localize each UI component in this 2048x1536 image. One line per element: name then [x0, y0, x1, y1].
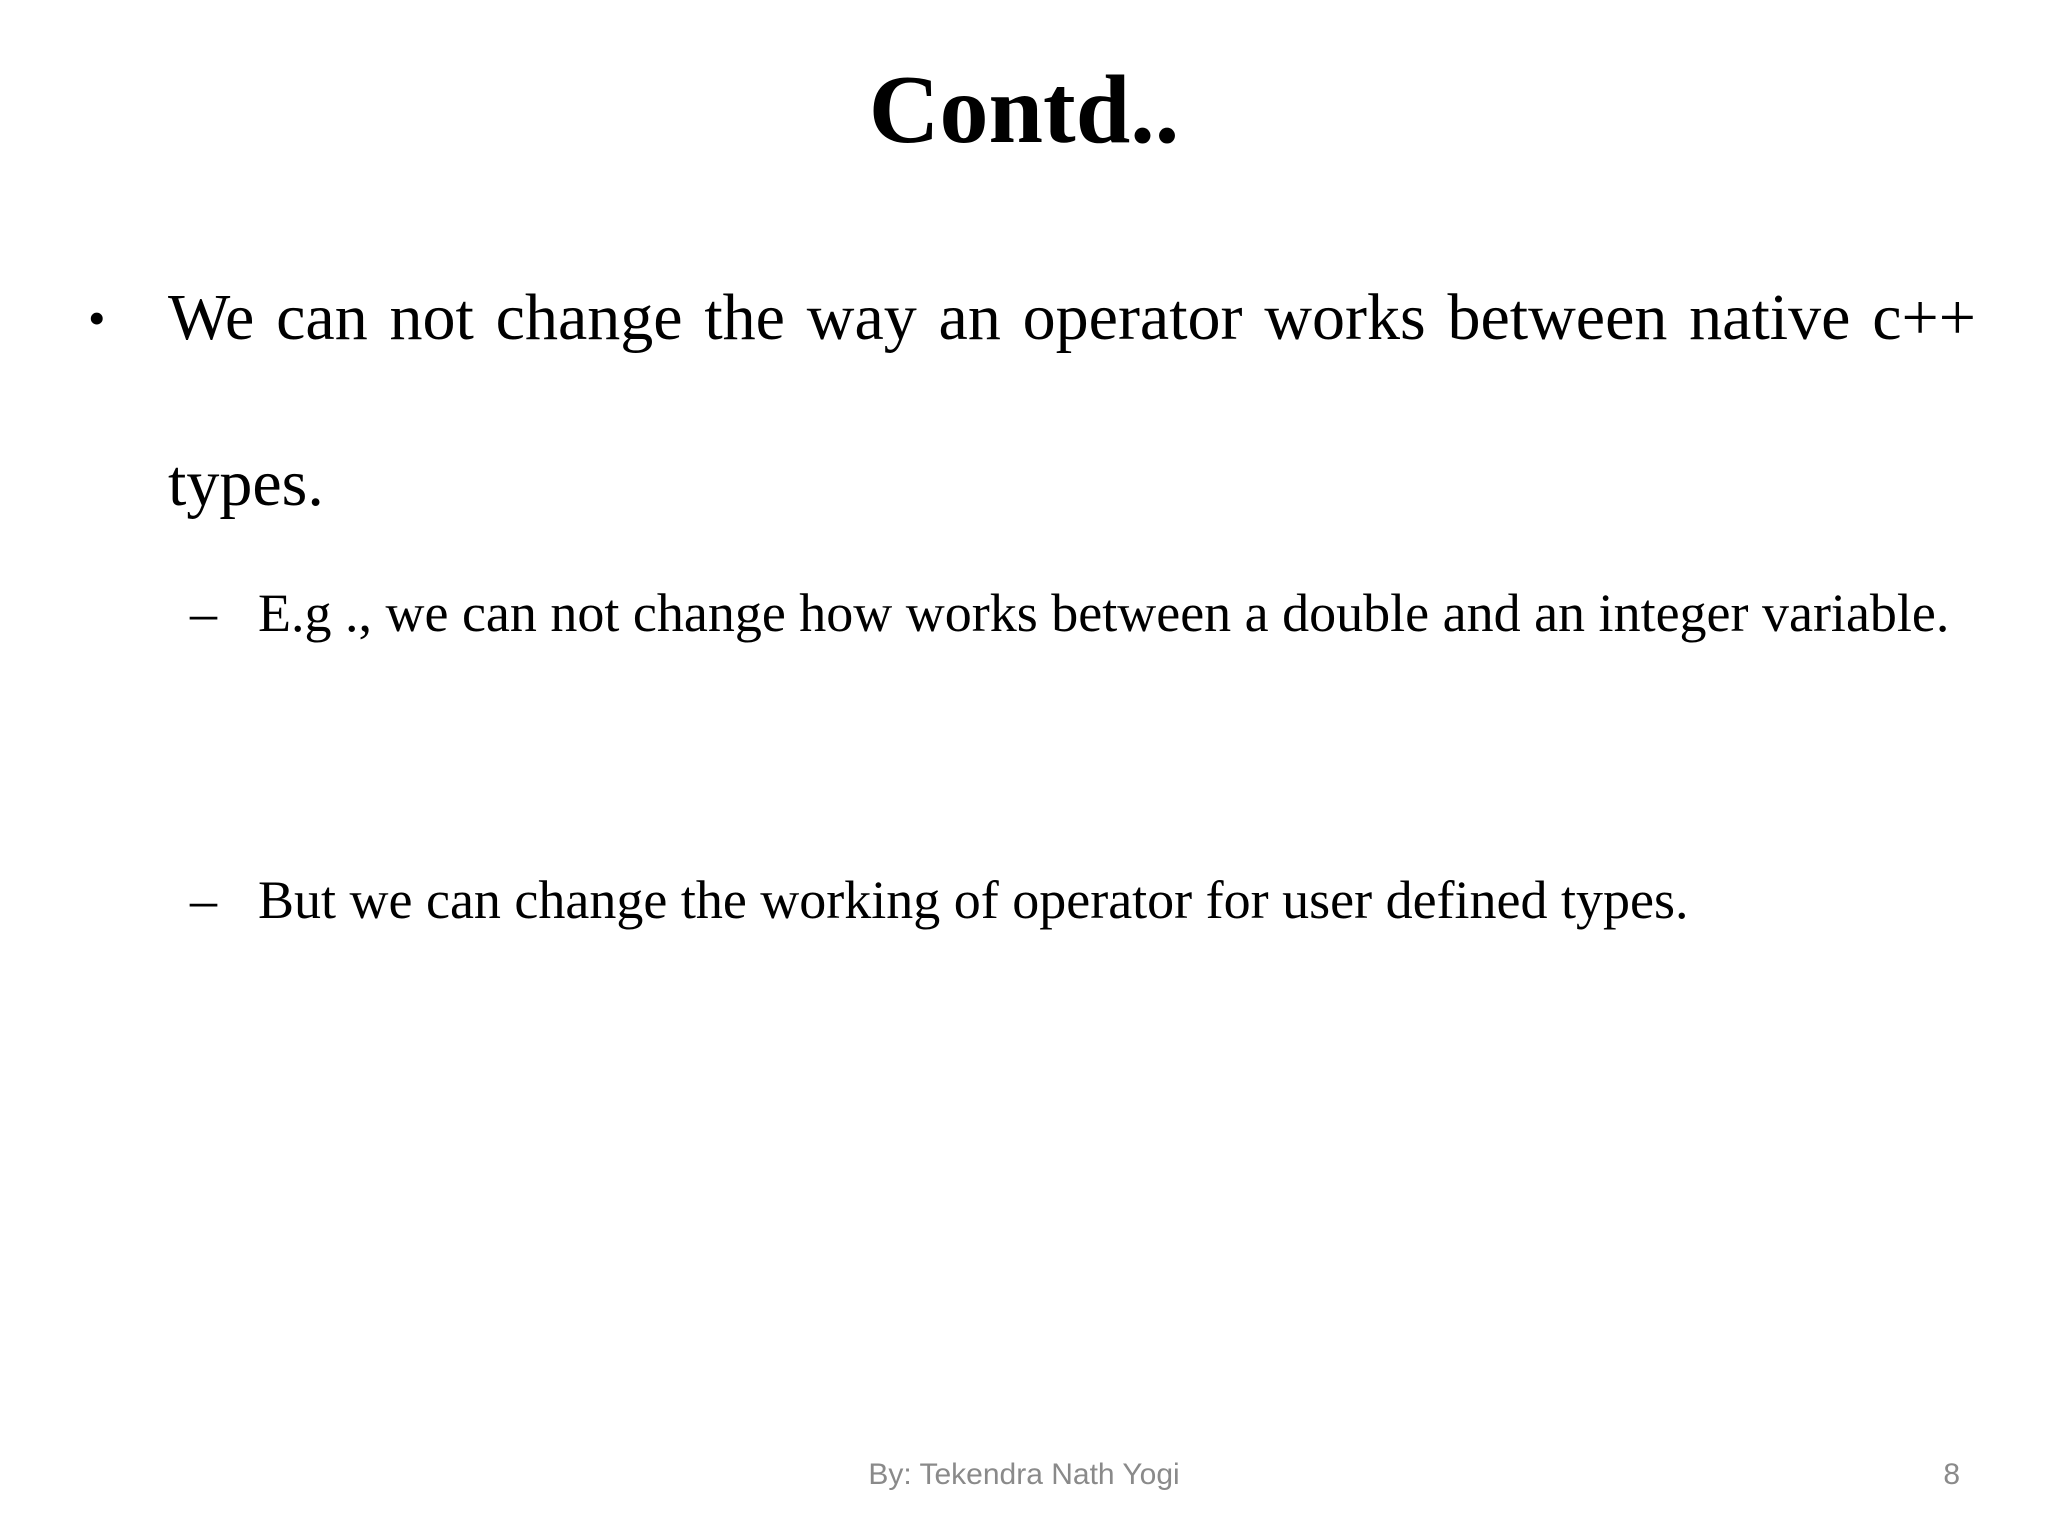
sub-bullet-text: E.g ., we can not change how works between a double and an integer variable. — [258, 583, 1950, 643]
sub-bullet-item — [190, 832, 1976, 968]
sub-bullet-item — [190, 545, 1976, 681]
bullet-marker: • — [88, 290, 106, 346]
sub-bullet-text: But we can change the working of operator for user defined types. — [258, 870, 1689, 930]
slide-title: Contd.. — [868, 56, 1180, 164]
bullet-text: We can not change the way an operator works between native c++ types. — [168, 281, 1976, 520]
page-number: 8 — [1943, 1458, 1960, 1491]
bullet-item — [88, 235, 1976, 567]
sub-bullet-marker: – — [190, 583, 217, 643]
footer-author: By: Tekendra Nath Yogi — [868, 1458, 1180, 1491]
sub-bullet-marker: – — [190, 870, 217, 930]
